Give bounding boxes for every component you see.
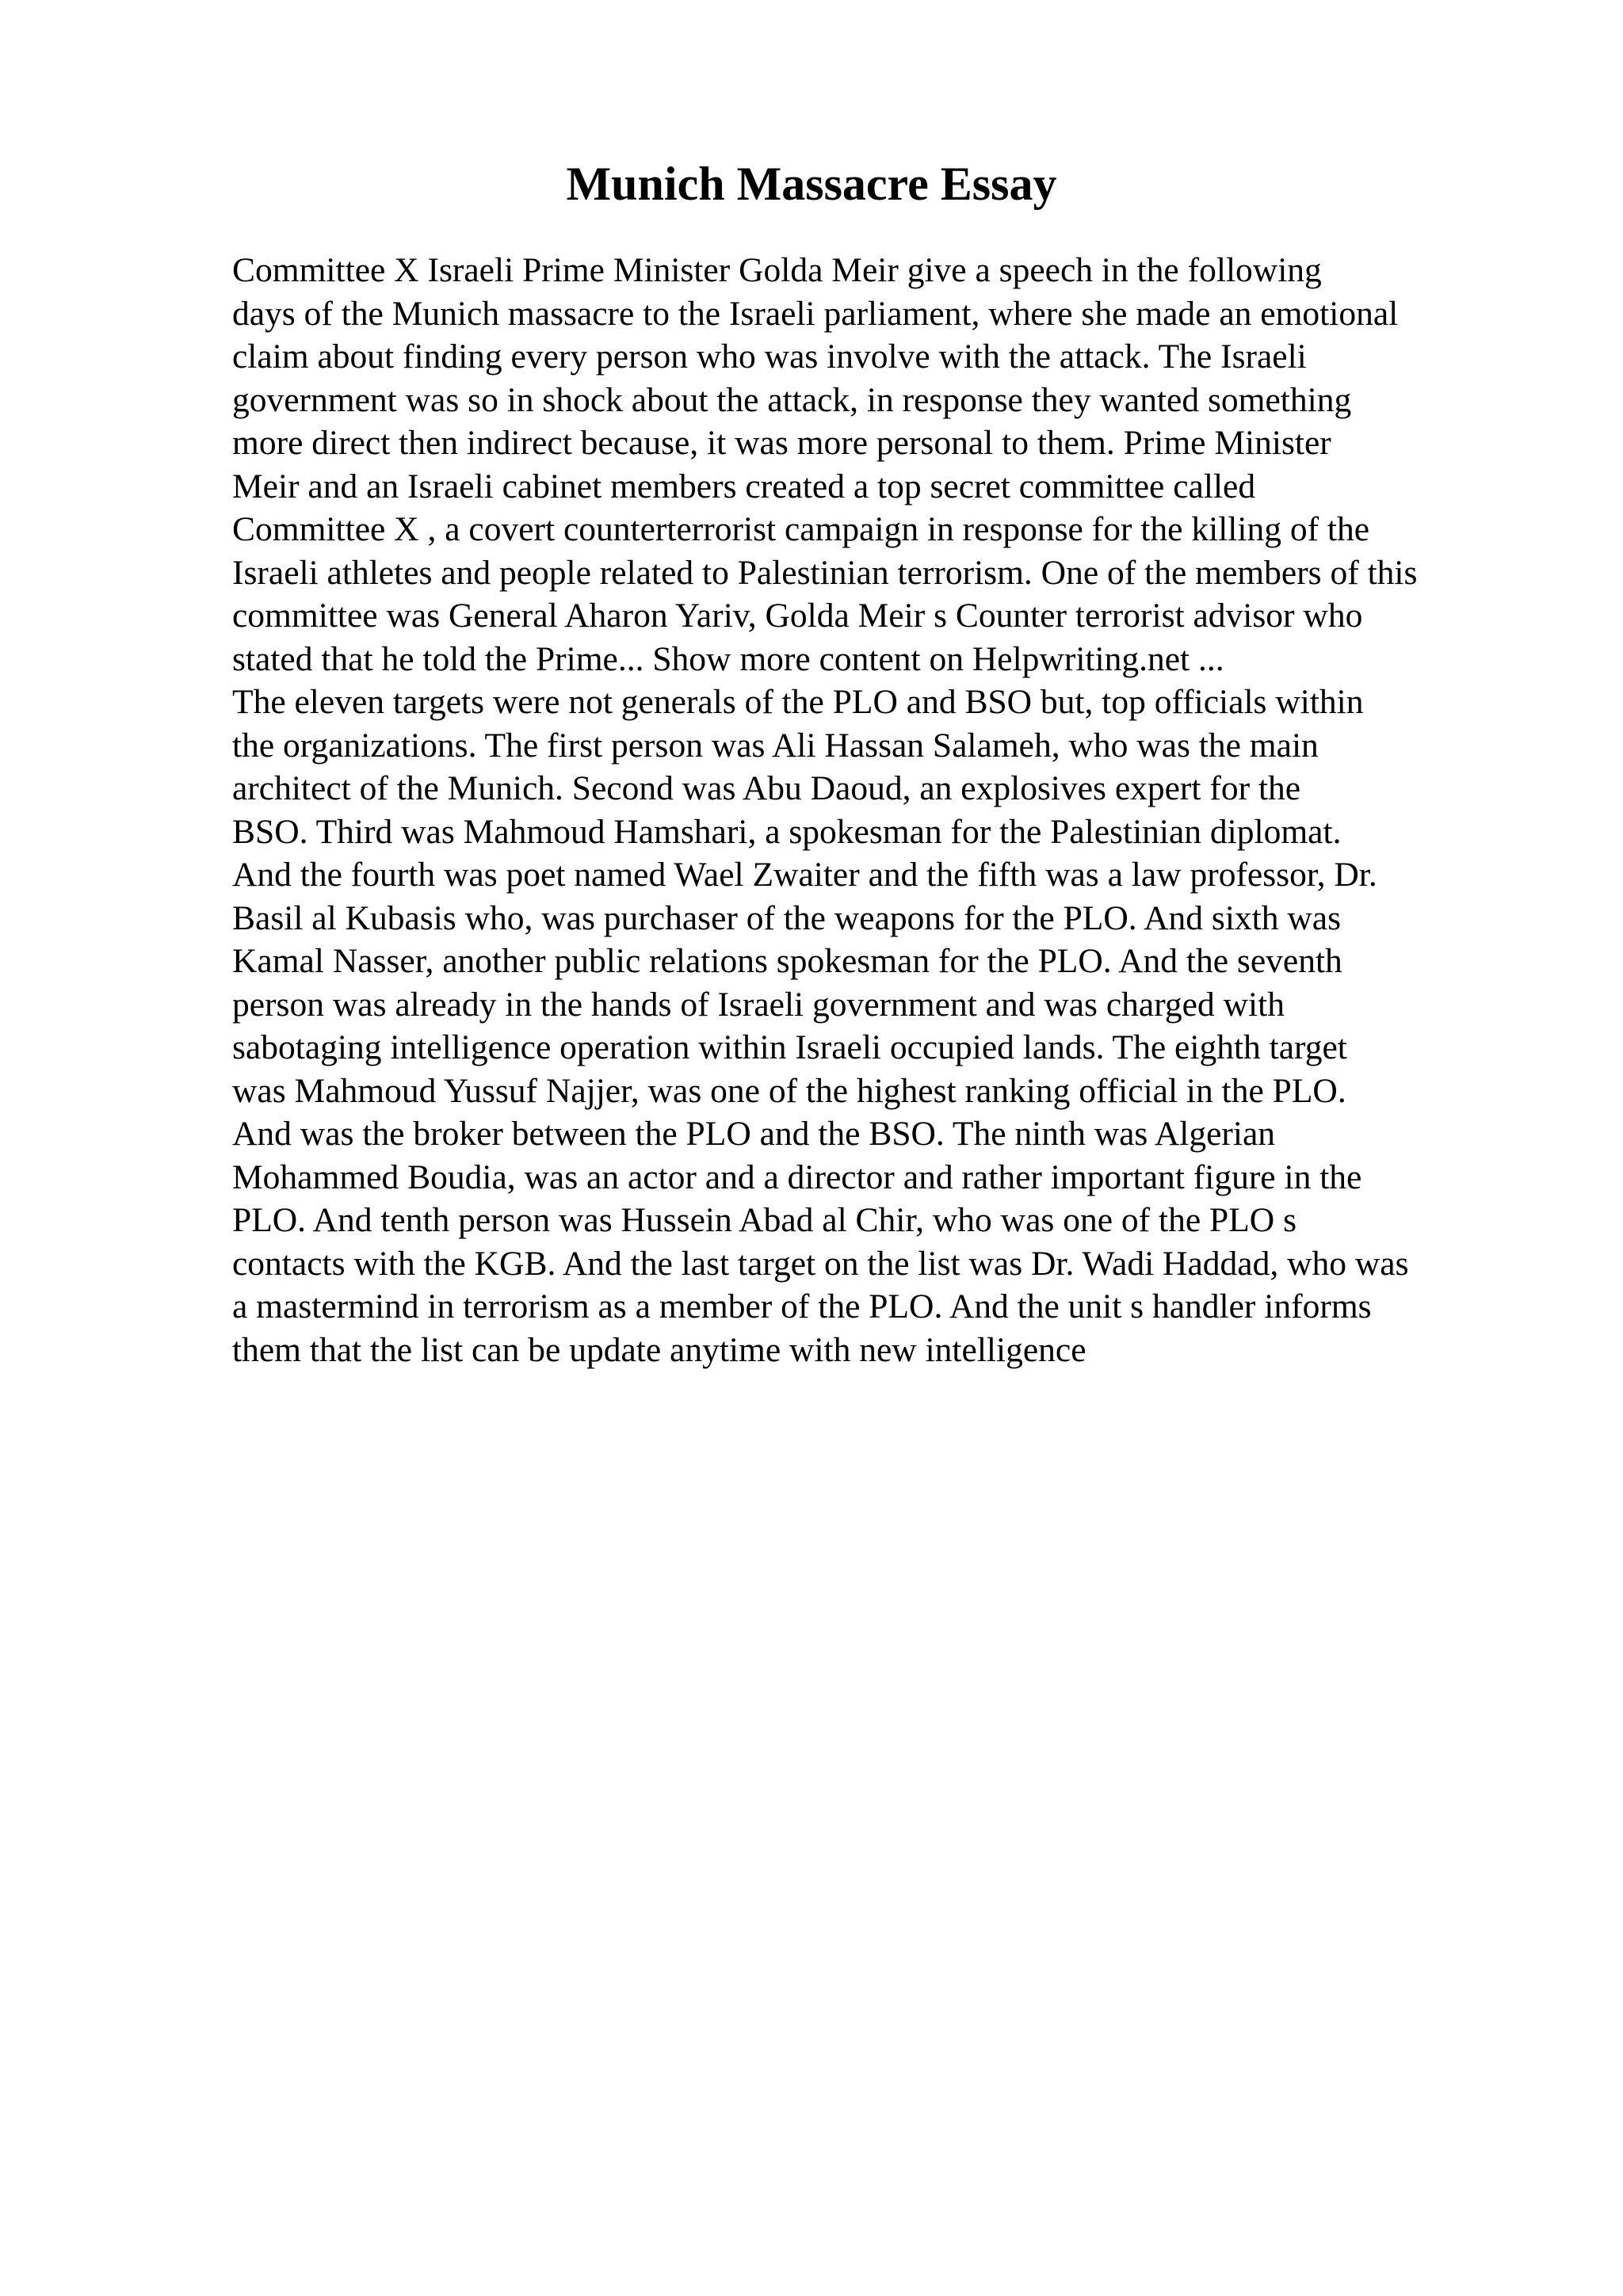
text-line: Israeli athletes and people related to Palestinian terrorism. One of the members of this	[232, 553, 1418, 592]
text-line: the organizations. The first person was Ali Hassan Salameh, who was the main	[232, 726, 1319, 765]
text-line: committee was General Aharon Yariv, Golda Meir s Counter terrorist advisor who	[232, 597, 1363, 635]
text-line: BSO. Third was Mahmoud Hamshari, a spokesman for the Palestinian diplomat.	[232, 812, 1342, 851]
text-line: And was the broker between the PLO and the BSO. The ninth was Algerian	[232, 1115, 1276, 1153]
document-title: Munich Massacre Essay	[566, 158, 1057, 210]
text-line: more direct then indirect because, it was more personal to them. Prime Minister	[232, 424, 1331, 462]
text-line: PLO. And tenth person was Hussein Abad al Chir, who was one of the PLO s	[232, 1201, 1296, 1239]
text-line: Kamal Nasser, another public relations spokesman for the PLO. And the seventh	[232, 942, 1342, 980]
text-line: And the fourth was poet named Wael Zwaiter and the fifth was a law professor, Dr.	[232, 856, 1377, 894]
text-line: stated that he told the Prime... Show more content on Helpwriting.net ...	[232, 639, 1224, 678]
text-line: person was already in the hands of Israeli government and was charged with	[232, 985, 1285, 1024]
text-line: claim about finding every person who was involve with the attack. The Israeli	[232, 338, 1307, 376]
text-line: architect of the Munich. Second was Abu Daoud, an explosives expert for the	[232, 769, 1301, 807]
text-line: sabotaging intelligence operation within Israeli occupied lands. The eighth target	[232, 1028, 1347, 1066]
text-line: a mastermind in terrorism as a member of the PLO. And the unit s handler informs	[232, 1287, 1372, 1325]
text-line: The eleven targets were not generals of the PLO and BSO but, top officials within	[232, 683, 1364, 721]
text-line: Mohammed Boudia, was an actor and a director and rather important figure in the	[232, 1158, 1362, 1196]
text-line: Committee X Israeli Prime Minister Golda Meir give a speech in the following	[232, 251, 1322, 289]
text-line: Basil al Kubasis who, was purchaser of the weapons for the PLO. And sixth was	[232, 898, 1342, 937]
text-line: days of the Munich massacre to the Israeli parliament, where she made an emotional	[232, 294, 1399, 333]
text-line: was Mahmoud Yussuf Najjer, was one of the highest ranking official in the PLO.	[232, 1071, 1346, 1110]
text-line: contacts with the KGB. And the last target on the list was Dr. Wadi Haddad, who was	[232, 1244, 1409, 1283]
text-line: Meir and an Israeli cabinet members created a top secret committee called	[232, 467, 1256, 505]
essay-body	[232, 249, 1516, 1371]
text-line: Committee X , a covert counterterrorist campaign in response for the killing of the	[232, 510, 1370, 548]
text-line: government was so in shock about the attack, in response they wanted something	[232, 380, 1352, 419]
text-line: them that the list can be update anytime with new intelligence	[232, 1330, 1086, 1369]
